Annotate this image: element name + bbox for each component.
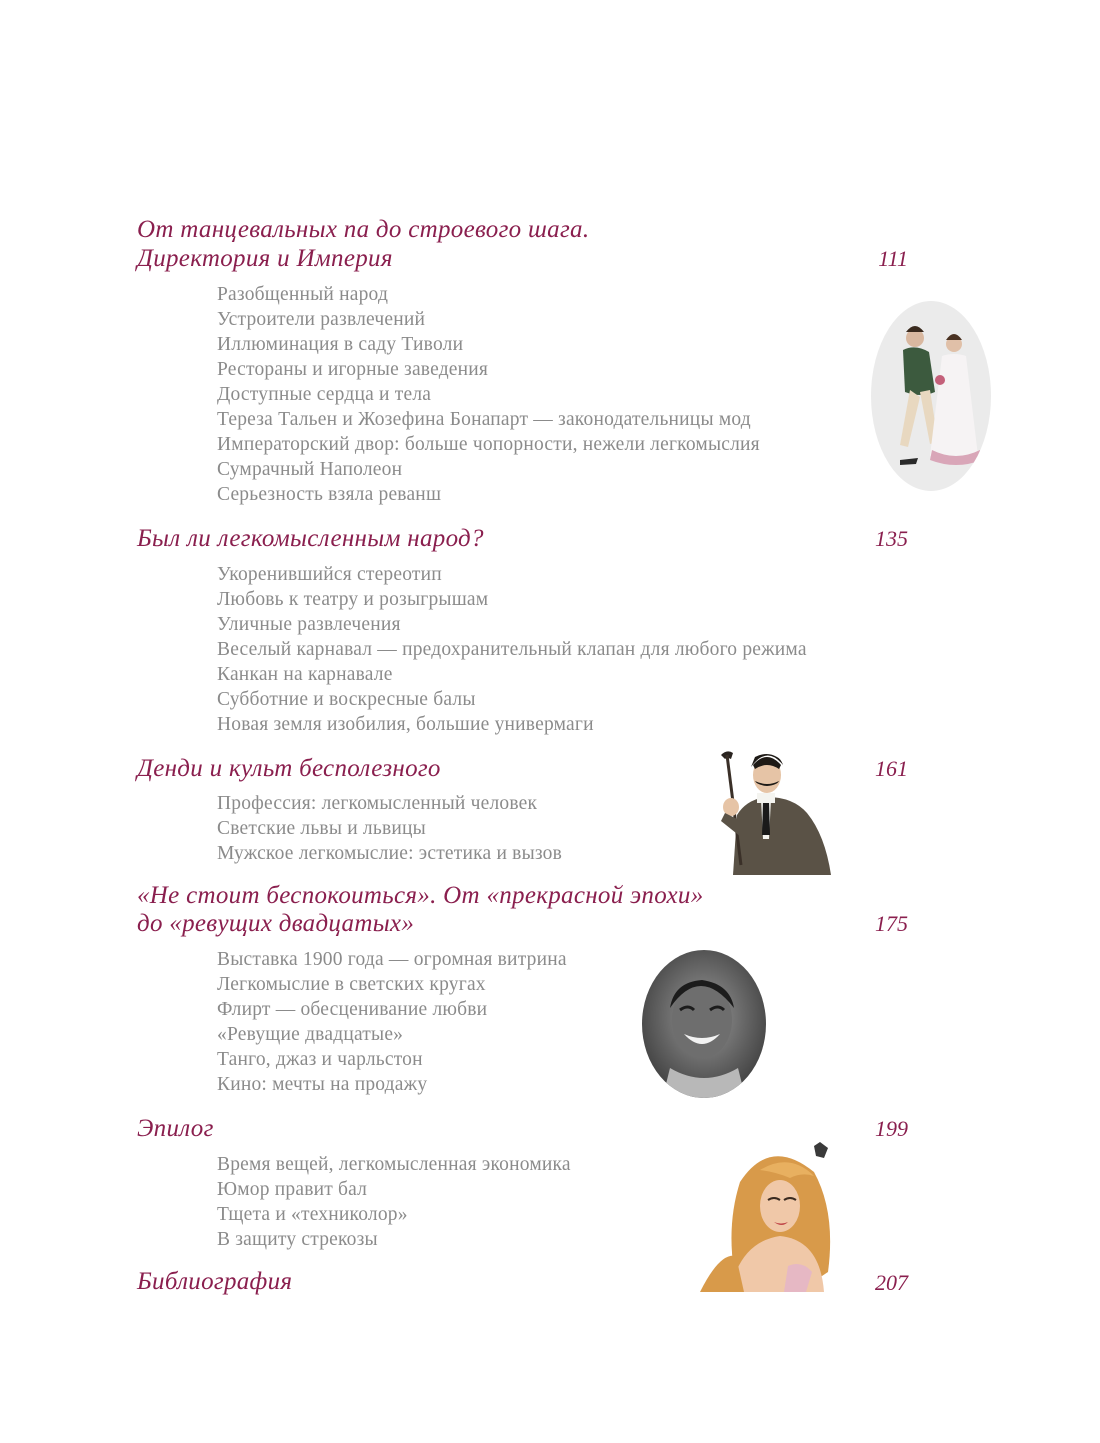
section-item[interactable]: Сумрачный Наполеон: [217, 459, 403, 480]
section-item[interactable]: Тщета и «техниколор»: [217, 1204, 408, 1225]
section-item[interactable]: Императорский двор: больше чопорности, нежели легкомыслия: [217, 434, 760, 455]
section-list: [217, 562, 807, 737]
section-item[interactable]: Выставка 1900 года — огромная витрина: [217, 949, 567, 970]
chapter-title-line: Директория и Империя: [137, 245, 393, 272]
section-item[interactable]: Рестораны и игорные заведения: [217, 359, 489, 380]
chapter-2-title[interactable]: Был ли легкомысленным народ?: [137, 525, 484, 552]
section-item[interactable]: Субботние и воскресные балы: [217, 689, 476, 710]
section-item[interactable]: Юмор правит бал: [217, 1179, 368, 1200]
chapter-title-line: От танцевальных па до строевого шага.: [137, 216, 590, 243]
section-list: [217, 282, 760, 507]
section-item[interactable]: Тереза Тальен и Жозефина Бонапарт — законодательницы мод: [217, 409, 751, 430]
section-item[interactable]: «Ревущие двадцатые»: [217, 1024, 404, 1045]
section-item[interactable]: Легкомыслие в светских кругах: [217, 974, 486, 995]
page-number[interactable]: 111: [878, 246, 908, 271]
section-item[interactable]: Флирт — обесценивание любви: [217, 999, 488, 1020]
section-item[interactable]: Новая земля изобилия, большие универмаги: [217, 714, 594, 735]
section-item[interactable]: Любовь к театру и розыгрышам: [217, 589, 489, 610]
section-item[interactable]: Укоренившийся стереотип: [217, 564, 442, 585]
page-number[interactable]: 175: [875, 911, 908, 936]
section-item[interactable]: Канкан на карнавале: [217, 664, 393, 685]
section-list: [217, 791, 562, 866]
section-item[interactable]: Мужское легкомыслие: эстетика и вызов: [217, 843, 563, 864]
section-item[interactable]: Танго, джаз и чарльстон: [217, 1049, 423, 1070]
section-list: [217, 947, 567, 1097]
dancing-couple-illustration: [870, 300, 992, 492]
chapter-title-line: до «ревущих двадцатых»: [137, 910, 415, 937]
dandy-illustration: [695, 745, 837, 875]
section-item[interactable]: В защиту стрекозы: [217, 1229, 378, 1250]
page-number[interactable]: 161: [875, 756, 908, 781]
section-item[interactable]: Уличные развлечения: [217, 614, 401, 635]
portrait-illustration: [640, 948, 768, 1100]
section-item[interactable]: Разобщенный народ: [217, 284, 389, 305]
chapter-title-line: «Не стоит беспокоиться». От «прекрасной эпохи»: [137, 882, 704, 909]
page-number[interactable]: 135: [875, 526, 908, 551]
section-item[interactable]: Иллюминация в саду Тиволи: [217, 334, 464, 355]
chapter-3-title[interactable]: Денди и культ бесполезного: [137, 755, 441, 782]
section-item[interactable]: Профессия: легкомысленный человек: [217, 793, 538, 814]
chapter-5-title[interactable]: Эпилог: [137, 1115, 214, 1142]
section-item[interactable]: Веселый карнавал — предохранительный клапан для любого режима: [217, 639, 807, 660]
section-item[interactable]: Кино: мечты на продажу: [217, 1074, 428, 1095]
pinup-illustration: [700, 1142, 838, 1292]
section-item[interactable]: Устроители развлечений: [217, 309, 426, 330]
page-number[interactable]: 207: [875, 1270, 908, 1295]
section-item[interactable]: Доступные сердца и тела: [217, 384, 432, 405]
section-item[interactable]: Светские львы и львицы: [217, 818, 426, 839]
chapter-6-title[interactable]: Библиография: [137, 1268, 293, 1295]
section-list: [217, 1152, 571, 1252]
page-number[interactable]: 199: [875, 1116, 908, 1141]
section-item[interactable]: Серьезность взяла реванш: [217, 484, 442, 505]
section-item[interactable]: Время вещей, легкомысленная экономика: [217, 1154, 571, 1175]
